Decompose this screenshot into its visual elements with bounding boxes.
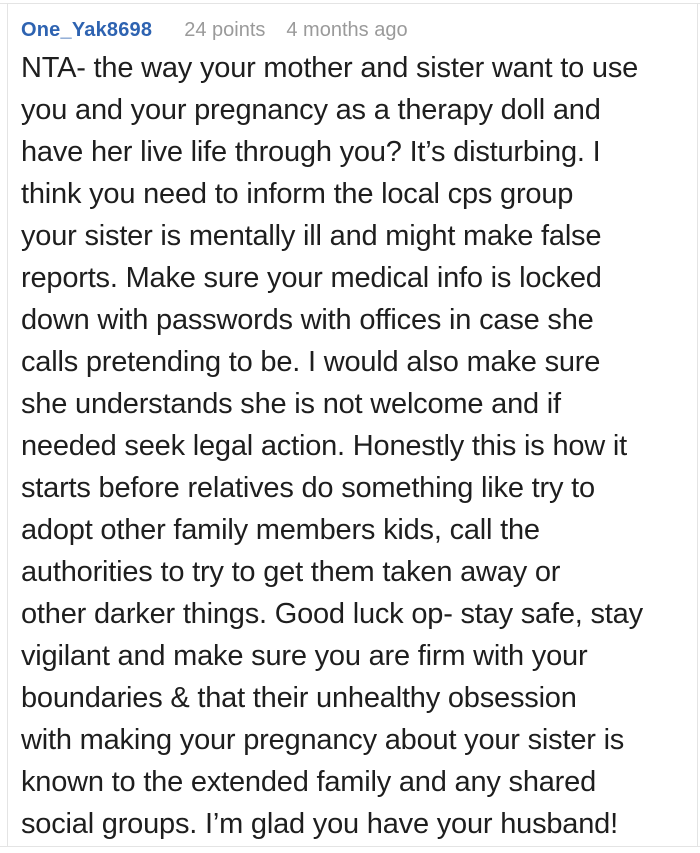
comment-meta-row	[21, 20, 408, 40]
comment-line: NTA- the way your mother and sister want to use	[21, 52, 639, 84]
comment-line: down with passwords with offices in case she	[21, 304, 594, 336]
comment-line: she understands she is not welcome and if	[21, 388, 561, 420]
comment-line: needed seek legal action. Honestly this is how it	[21, 430, 627, 462]
comment-line: vigilant and make sure you are firm with your	[21, 640, 588, 672]
comment-body	[21, 47, 691, 845]
comment-points: 24 points	[184, 19, 266, 41]
comment-line: calls pretending to be. I would also make sure	[21, 346, 601, 378]
comment-line: you and your pregnancy as a therapy doll and	[21, 94, 601, 126]
comment-line: think you need to inform the local cps group	[21, 178, 574, 210]
comment-line: boundaries & that their unhealthy obsession	[21, 682, 577, 714]
comment-line: starts before relatives do something like try to	[21, 472, 595, 504]
card-border-top	[0, 3, 700, 4]
comment-line: reports. Make sure your medical info is locked	[21, 262, 602, 294]
comment-line: have her live life through you? It’s disturbing. I	[21, 136, 601, 168]
comment-timestamp: 4 months ago	[286, 19, 408, 41]
comment-line: authorities to try to get them taken away or	[21, 556, 561, 588]
comment-line: your sister is mentally ill and might make false	[21, 220, 602, 252]
comment-line: social groups. I’m glad you have your husband!	[21, 808, 618, 840]
card-border-right	[697, 3, 698, 846]
comment-username-link[interactable]: One_Yak8698	[21, 19, 153, 41]
card-border-bottom	[0, 846, 700, 847]
comment-line: with making your pregnancy about your sister is	[21, 724, 625, 756]
comment-thread-line	[7, 3, 8, 846]
comment-line: adopt other family members kids, call the	[21, 514, 540, 546]
comment-line: known to the extended family and any shared	[21, 766, 596, 798]
comment-line: other darker things. Good luck op- stay safe, stay	[21, 598, 643, 630]
